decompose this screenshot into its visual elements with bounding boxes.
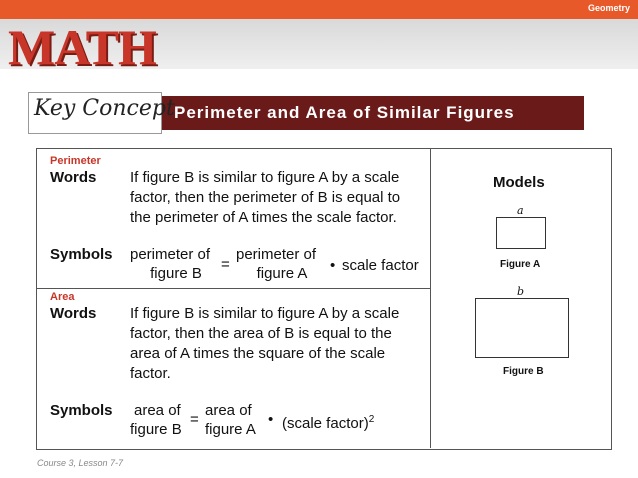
top-bar bbox=[0, 0, 638, 19]
area-words-line-4: factor. bbox=[130, 365, 171, 382]
column-divider bbox=[430, 148, 431, 448]
area-rhs-line-2: figure A bbox=[205, 421, 256, 438]
area-section-label: Area bbox=[50, 291, 75, 303]
perimeter-section-label: Perimeter bbox=[50, 155, 101, 167]
figure-a-caption: Figure A bbox=[500, 259, 541, 270]
area-symbols-label: Symbols bbox=[50, 402, 113, 419]
models-title: Models bbox=[493, 174, 545, 191]
figure-a-rectangle bbox=[496, 217, 546, 249]
area-equals: = bbox=[190, 411, 199, 428]
figure-b-rectangle bbox=[475, 298, 569, 358]
footer-course-label: Course 3, Lesson 7-7 bbox=[37, 458, 124, 468]
perimeter-lhs-line-2: figure B bbox=[150, 265, 202, 282]
perimeter-words-label: Words bbox=[50, 169, 97, 186]
area-lhs-line-2: figure B bbox=[130, 421, 182, 438]
perimeter-words-line-3: the perimeter of A times the scale factor. bbox=[130, 209, 397, 226]
figure-b-caption: Figure B bbox=[503, 366, 544, 377]
perimeter-symbols-label: Symbols bbox=[50, 246, 113, 263]
area-words-label: Words bbox=[50, 305, 97, 322]
area-scale-factor: (scale factor)$^2$ bbox=[282, 414, 375, 432]
key-concept-title: Perimeter and Area of Similar Figures bbox=[174, 103, 515, 122]
subject-label: Geometry bbox=[587, 3, 630, 13]
key-concept-badge-text: Key Concept bbox=[34, 96, 175, 121]
section-divider bbox=[36, 288, 431, 289]
figure-b-side-label: b bbox=[517, 285, 525, 298]
perimeter-equals: = bbox=[221, 256, 230, 273]
area-bullet: • bbox=[268, 411, 274, 428]
perimeter-bullet: • bbox=[330, 257, 336, 274]
figure-a-side-label: a bbox=[517, 204, 524, 217]
area-words-line-3: area of A times the square of the scale bbox=[130, 345, 386, 362]
math-logo: MATH bbox=[8, 19, 156, 75]
perimeter-words-line-2: factor, then the perimeter of B is equal to bbox=[130, 189, 401, 206]
perimeter-rhs-line-1: perimeter of bbox=[236, 246, 317, 263]
perimeter-rhs-line-2: figure A bbox=[256, 265, 308, 282]
area-words-line-1: If figure B is similar to figure A by a scale bbox=[130, 305, 400, 322]
area-lhs-line-1: area of bbox=[134, 402, 181, 419]
area-words-line-2: factor, then the area of B is equal to the bbox=[130, 325, 392, 342]
perimeter-scale-factor: scale factor bbox=[342, 257, 419, 274]
perimeter-words-line-1: If figure B is similar to figure A by a scale bbox=[130, 169, 400, 186]
area-rhs-line-1: area of bbox=[205, 402, 252, 419]
perimeter-lhs-line-1: perimeter of bbox=[130, 246, 211, 263]
